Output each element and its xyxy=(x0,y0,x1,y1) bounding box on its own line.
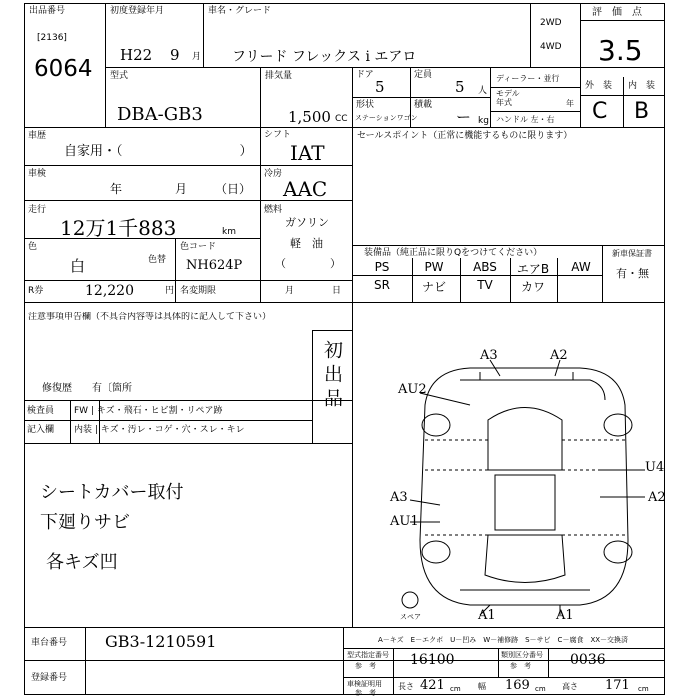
legend: A－キズ E－エクボ U－凹み W－補修跡 S－サビ C－腐食 XX－交換済 xyxy=(378,636,629,644)
fuel-paren: （ ） xyxy=(275,257,341,270)
width-value: 169 xyxy=(505,678,530,693)
capacity-value: 5 xyxy=(455,78,465,96)
color-change-label: 色替 xyxy=(148,255,167,265)
type-no-value: 16100 xyxy=(410,652,455,668)
reg-era: H22 xyxy=(120,46,153,64)
inspection-label: 車検 xyxy=(28,169,47,179)
lot-code: [2136] xyxy=(37,33,67,43)
deadline-month: 月 xyxy=(285,286,295,296)
type-no-label: 型式指定番号 xyxy=(347,651,389,659)
sales-label: セールスポイント（正常に機能するものに限ります） xyxy=(357,131,573,141)
eq-pw: PW xyxy=(424,260,444,274)
dmg-a1-left: A1 xyxy=(478,608,496,623)
shift-label: シフト xyxy=(264,130,292,140)
ac-value: AAC xyxy=(283,177,328,201)
equipment-label: 装備品（純正品に限りQをつけてください） xyxy=(364,248,543,258)
inspector-label-1: 検査員 xyxy=(27,406,55,416)
drive-2wd: 2WD xyxy=(540,18,562,28)
model-year-unit: 年 xyxy=(566,99,574,108)
deadline-label: 名変期限 xyxy=(180,286,217,296)
mileage-label: 走行 xyxy=(28,205,47,215)
history-label: 車歴 xyxy=(28,131,47,141)
warranty-label: 新車保証書 xyxy=(612,249,652,258)
height-label: 高さ xyxy=(562,682,578,691)
height-unit: cm xyxy=(638,685,649,693)
inspector-row-2: 内装 | キズ・汚レ・コゲ・穴・スレ・キレ xyxy=(74,425,245,435)
chassis-label: 車台番号 xyxy=(31,638,68,648)
length-unit: cm xyxy=(450,685,461,693)
eq-navi: ナビ xyxy=(421,280,446,294)
dmg-a3-top: A3 xyxy=(480,348,498,363)
fuel-light-oil: 軽 油 xyxy=(290,237,323,250)
fuel-gas: ガソリン xyxy=(285,216,329,229)
registration-label: 登録番号 xyxy=(31,673,68,683)
lot-label: 出品番号 xyxy=(29,6,66,16)
drive-4wd: 4WD xyxy=(540,42,562,52)
warranty-value: 有・無 xyxy=(616,267,649,280)
fuel-label: 燃料 xyxy=(264,205,283,215)
inspection-month: 月 xyxy=(175,182,188,196)
shift-value: IAT xyxy=(290,141,325,165)
shape-value: ステーションワゴン xyxy=(355,114,418,122)
dmg-au2: AU2 xyxy=(398,382,427,397)
dmg-u4: U4 xyxy=(645,460,665,475)
reg-month: 9 xyxy=(170,46,180,64)
first-listing: 初出品 xyxy=(321,340,343,412)
grade-int: B xyxy=(634,99,650,124)
inspector-row-1: FW | キズ・飛石・ヒビ割・リペア跡 xyxy=(74,406,223,416)
ac-label: 冷房 xyxy=(264,169,283,179)
height-value: 171 xyxy=(605,678,630,693)
spare-label: スペア xyxy=(400,613,421,621)
handle-label: ハンドル 左・右 xyxy=(496,115,555,124)
recycle-unit: 円 xyxy=(165,286,175,296)
doors-label: ドア xyxy=(356,70,374,80)
model-label: 型式 xyxy=(110,71,129,81)
capacity-label: 定員 xyxy=(414,70,433,80)
remark-3: 各キズ凹 xyxy=(46,552,118,573)
load-value: ー xyxy=(456,108,472,126)
displacement-unit: CC xyxy=(335,114,348,124)
repair-label: 修復歴 有〔箇所 xyxy=(42,383,132,394)
displacement-value: 1,500 xyxy=(288,108,331,126)
deadline-day: 日 xyxy=(332,286,342,296)
reg-label: 初度登録年月 xyxy=(110,6,165,16)
grade-ext-label: 外 装 xyxy=(585,81,613,91)
recycle-value: 12,220 xyxy=(85,283,134,299)
mileage-unit: km xyxy=(222,227,236,237)
color-code-label: 色コード xyxy=(180,242,217,252)
load-unit: kg xyxy=(478,116,489,126)
mileage-value: 12万1千883 xyxy=(60,216,177,240)
displacement-label: 排気量 xyxy=(265,71,293,81)
notes-label: 注意事項申告欄（不具合内容等は具体的に記入して下さい） xyxy=(28,312,272,322)
width-unit: cm xyxy=(535,685,546,693)
grade-ext: C xyxy=(592,99,608,124)
shape-label: 形状 xyxy=(356,100,375,110)
color-label: 色 xyxy=(28,242,38,252)
eq-abs: ABS xyxy=(473,260,497,274)
dmg-a3-left: A3 xyxy=(390,490,408,505)
grade-score: 3.5 xyxy=(598,34,643,67)
lot-number: 6064 xyxy=(34,56,93,82)
color-value: 白 xyxy=(70,257,86,275)
car-name-label: 車名・グレード xyxy=(208,6,272,16)
color-code: NH624P xyxy=(186,258,243,273)
load-label: 積載 xyxy=(414,100,433,110)
length-label: 長さ xyxy=(398,682,414,691)
eq-ps: PS xyxy=(374,260,390,274)
grade-label: 評 価 点 xyxy=(592,7,642,18)
remark-2: 下廻りサビ xyxy=(40,512,130,533)
class-no-label: 類別区分番号 xyxy=(501,651,543,659)
dealer-label: ディーラー・並行 xyxy=(496,74,560,83)
inspector-label-2: 記入欄 xyxy=(27,425,55,435)
dmg-a1-right: A1 xyxy=(556,608,574,623)
model-year-label: モデル 年式 xyxy=(496,89,520,107)
length-value: 421 xyxy=(420,678,445,693)
car-name: フリード フレックス i エアロ xyxy=(232,49,417,65)
class-no-value: 0036 xyxy=(570,652,606,668)
history-value: 自家用・（ ） xyxy=(64,144,253,159)
dmg-a2-right: A2 xyxy=(648,490,666,505)
cert-sub: 参 考 xyxy=(355,689,376,697)
reg-month-unit: 月 xyxy=(192,52,202,62)
eq-airbag: エアB xyxy=(516,262,550,276)
inspection-year: 年 xyxy=(110,182,123,196)
dmg-a2-top: A2 xyxy=(550,348,568,363)
eq-tv: TV xyxy=(477,278,493,292)
recycle-label: R券 xyxy=(28,286,44,296)
eq-leather: カワ xyxy=(520,280,545,294)
model-value: DBA-GB3 xyxy=(117,104,203,125)
inspection-day: （日） xyxy=(215,182,252,196)
class-no-sub: 参 考 xyxy=(510,662,531,670)
cert-label: 車検証明用 xyxy=(347,680,382,688)
remark-1: シートカバー取付 xyxy=(40,482,184,503)
type-no-sub: 参 考 xyxy=(355,662,376,670)
eq-sr: SR xyxy=(374,278,390,292)
width-label: 幅 xyxy=(478,682,486,691)
eq-aw: AW xyxy=(571,260,591,274)
grade-int-label: 内 装 xyxy=(628,81,656,91)
dmg-au1: AU1 xyxy=(390,514,419,529)
doors-value: 5 xyxy=(375,78,385,96)
chassis-value: GB3-1210591 xyxy=(105,632,217,651)
capacity-unit: 人 xyxy=(478,86,488,96)
